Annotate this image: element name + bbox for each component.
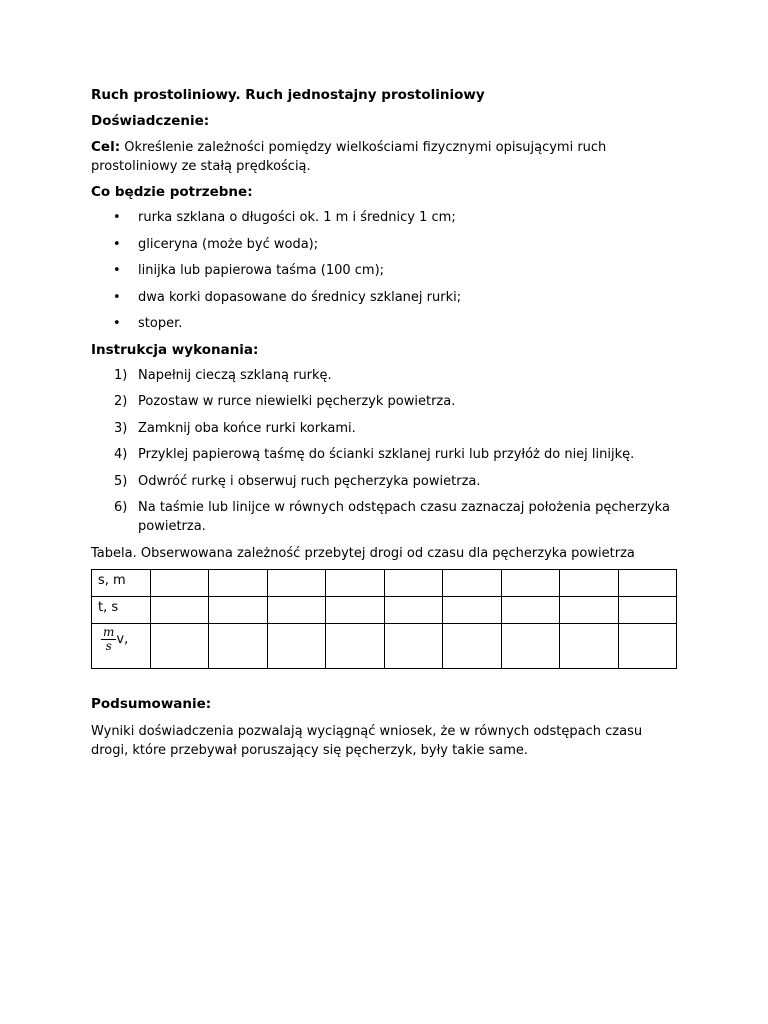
list-item <box>91 314 681 333</box>
table-cell[interactable] <box>151 596 209 623</box>
table-cell[interactable] <box>560 596 618 623</box>
goal-text: Określenie zależności pomiędzy wielkościami fizycznymi opisującymi ruch prostoliniowy ze stałą prędkością. <box>91 140 607 174</box>
table-caption-text: Obserwowana zależność przebytej drogi od czasu dla pęcherzyka powietrza <box>136 545 635 561</box>
summary-heading: Podsumowanie: <box>91 695 212 712</box>
table-cell[interactable] <box>151 569 209 596</box>
instructions-list <box>91 366 681 537</box>
table-cell[interactable] <box>443 596 501 623</box>
table-row <box>92 569 677 596</box>
list-item-text: dwa korki dopasowane do średnicy szklanej rurki; <box>138 289 462 305</box>
table-cell[interactable] <box>326 623 384 668</box>
bullet-icon: • <box>113 236 121 252</box>
step-text: Pozostaw w rurce niewielki pęcherzyk powietrza. <box>138 394 456 409</box>
table-row <box>92 596 677 623</box>
list-item-text: linijka lub papierowa taśma (100 cm); <box>138 263 385 278</box>
experiment-heading: Doświadczenie: <box>91 113 210 129</box>
step-item <box>91 392 681 411</box>
step-text: Na taśmie lub linijce w równych odstępach czasu zaznaczaj położenia pęcherzyka powietrza. <box>138 500 670 534</box>
document-title: Ruch prostoliniowy. Ruch jednostajny prostoliniowy <box>91 87 485 103</box>
table-cell[interactable] <box>267 596 325 623</box>
step-item <box>91 419 681 438</box>
needs-list <box>91 208 681 333</box>
table-cell[interactable] <box>501 623 559 668</box>
unit-fraction <box>101 626 116 653</box>
step-item <box>91 366 681 385</box>
bullet-icon: • <box>113 263 121 278</box>
step-item <box>91 472 681 491</box>
bullet-icon: • <box>113 210 121 225</box>
list-item <box>91 235 681 254</box>
table-cell[interactable] <box>384 623 442 668</box>
table-cell[interactable] <box>443 623 501 668</box>
unit-numerator: m <box>103 624 115 639</box>
table-cell[interactable] <box>560 623 618 668</box>
table-cell[interactable] <box>326 569 384 596</box>
step-text: Napełnij cieczą szklaną rurkę. <box>138 367 332 383</box>
list-item <box>91 288 681 307</box>
bullet-icon: • <box>113 289 121 305</box>
bullet-icon: • <box>113 316 121 331</box>
summary-text: Wyniki doświadczenia pozwalają wyciągnąć wniosek, że w równych odstępach czasu drogi, które przebywał poruszający się pęcherzyk, były takie same. <box>91 723 643 758</box>
table-cell[interactable] <box>560 569 618 596</box>
step-item <box>91 498 681 536</box>
step-text: Zamknij oba końce rurki korkami. <box>138 420 356 436</box>
table-cell[interactable] <box>501 596 559 623</box>
list-item <box>91 261 681 280</box>
row-label-time: t, s <box>92 596 151 623</box>
document-page <box>91 86 681 760</box>
list-item-text: gliceryna (może być woda); <box>138 236 319 252</box>
table-cell[interactable] <box>618 569 677 596</box>
table-cell[interactable] <box>618 596 677 623</box>
unit-denominator: s <box>105 638 112 653</box>
step-number: 1) <box>114 367 128 383</box>
table-cell[interactable] <box>384 596 442 623</box>
table-cell[interactable] <box>384 569 442 596</box>
velocity-symbol: v, <box>116 631 129 647</box>
table-cell[interactable] <box>267 569 325 596</box>
goal-label: Cel: <box>91 139 121 155</box>
table-cell[interactable] <box>267 623 325 668</box>
step-text: Odwróć rurkę i obserwuj ruch pęcherzyka powietrza. <box>138 473 481 489</box>
step-number: 6) <box>114 500 128 515</box>
list-item <box>91 208 681 227</box>
table-caption <box>91 544 681 563</box>
table-cell[interactable] <box>151 623 209 668</box>
list-item-text: stoper. <box>138 316 183 331</box>
row-label-velocity <box>92 623 151 668</box>
step-item <box>91 445 681 464</box>
instructions-heading: Instrukcja wykonania: <box>91 341 259 358</box>
list-item-text: rurka szklana o długości ok. 1 m i średnicy 1 cm; <box>138 210 456 225</box>
table-cell[interactable] <box>209 623 267 668</box>
row-label-distance: s, m <box>92 569 151 596</box>
table-cell[interactable] <box>443 569 501 596</box>
table-cell[interactable] <box>209 569 267 596</box>
table-row <box>92 623 677 668</box>
step-number: 2) <box>114 394 128 409</box>
table-cell[interactable] <box>501 569 559 596</box>
step-text: Przyklej papierową taśmę do ścianki szklanej rurki lub przyłóż do niej linijkę. <box>138 447 635 462</box>
step-number: 4) <box>114 447 128 462</box>
needs-heading: Co będzie potrzebne: <box>91 184 253 200</box>
table-cell[interactable] <box>618 623 677 668</box>
observation-table <box>91 569 677 669</box>
table-cell[interactable] <box>209 596 267 623</box>
step-number: 5) <box>114 473 128 489</box>
table-caption-label: Tabela. <box>91 545 137 561</box>
goal-paragraph <box>91 138 681 176</box>
step-number: 3) <box>114 420 128 436</box>
table-cell[interactable] <box>326 596 384 623</box>
